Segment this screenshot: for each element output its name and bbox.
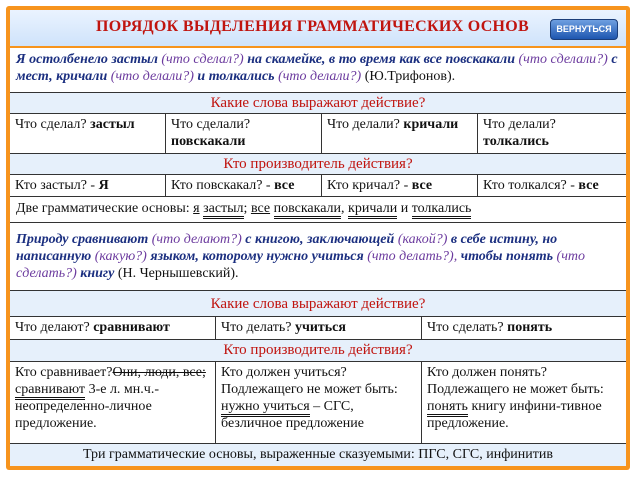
- agent-cell: Кто кричал? - все: [322, 175, 478, 196]
- agent-row-1: [10, 175, 626, 197]
- agent-cell: Кто должен понять? Подлежащего не может быть: понять книгу инфини-тивное предложение.: [427, 365, 604, 431]
- text-part: чтобы понять: [460, 249, 554, 264]
- text-part: в себе истину, но написанную: [16, 232, 558, 264]
- text-part: языком, которому нужно учиться: [150, 249, 364, 264]
- back-button[interactable]: ВЕРНУТЬСЯ: [550, 19, 618, 40]
- agent-cell: Кто застыл? - Я: [10, 175, 166, 196]
- agent-row-2: [10, 362, 626, 444]
- slide-frame: [6, 6, 630, 470]
- action-cell: Что сделали? повскакали: [166, 114, 322, 153]
- question-note: (что сделать?): [16, 249, 585, 281]
- action-cell: Что делали? толкались: [483, 117, 556, 149]
- author: (Н. Чернышевский).: [117, 266, 239, 281]
- question-note: (что сделали?): [518, 52, 608, 67]
- agent-question-banner-2: Кто производитель действия?: [10, 340, 626, 362]
- agent-cell: Кто сравнивает?Они, люди, все; сравнивают 3-е л. мн.ч.- неопределенно-личное предложение.: [10, 362, 216, 443]
- slide-content: [10, 10, 626, 466]
- text-part: с книгою, заключающей: [245, 232, 395, 247]
- text-part: с мест, кричали: [16, 52, 618, 84]
- example-sentence-2: [10, 223, 626, 291]
- question-note: (какой?): [397, 232, 448, 247]
- action-cell: Что сделал? застыл: [10, 114, 166, 153]
- title-bar: [10, 10, 626, 48]
- question-note: (что делать?),: [367, 249, 458, 264]
- text-part: Я остолбенело застыл: [16, 52, 158, 67]
- agent-cell: Кто повскакал? - все: [166, 175, 322, 196]
- author: (Ю.Трифонов).: [364, 69, 456, 84]
- action-question-banner-2: Какие слова выражают действие?: [10, 291, 626, 317]
- page-title: ПОРЯДОК ВЫДЕЛЕНИЯ ГРАММАТИЧЕСКИХ ОСНОВ: [96, 18, 530, 35]
- action-row-1: [10, 114, 626, 154]
- agent-cell: Кто толкался? - все: [483, 178, 599, 193]
- question-note: (какую?): [94, 249, 147, 264]
- action-cell: Что сделать? понять: [427, 320, 553, 335]
- text-part: книгу: [80, 266, 115, 281]
- question-note: (что делали?): [278, 69, 362, 84]
- question-note: (что делали?): [110, 69, 194, 84]
- agent-cell: Кто должен учиться? Подлежащего не может быть: нужно учиться – СГС, безличное предложение: [216, 362, 422, 443]
- example-sentence-1: [10, 48, 626, 93]
- question-note: (что делают?): [151, 232, 242, 247]
- action-row-2: [10, 317, 626, 340]
- action-cell: Что делать? учиться: [216, 317, 422, 339]
- question-note: (что сделал?): [161, 52, 244, 67]
- agent-question-banner-1: Кто производитель действия?: [10, 154, 626, 175]
- text-part: Природу сравнивают: [16, 232, 149, 247]
- summary-footer: Три грамматические основы, выраженные сказуемыми: ПГС, СГС, инфинитив: [10, 444, 626, 466]
- grammar-base-summary-1: Две грамматические основы: я застыл; все повскакали, кричали и толкались: [10, 197, 626, 223]
- text-part: на скамейке, в то время как все повскакали: [247, 52, 516, 67]
- action-cell: Что делают? сравнивают: [10, 317, 216, 339]
- action-question-banner-1: Какие слова выражают действие?: [10, 93, 626, 114]
- action-cell: Что делали? кричали: [322, 114, 478, 153]
- text-part: и толкались: [197, 69, 275, 84]
